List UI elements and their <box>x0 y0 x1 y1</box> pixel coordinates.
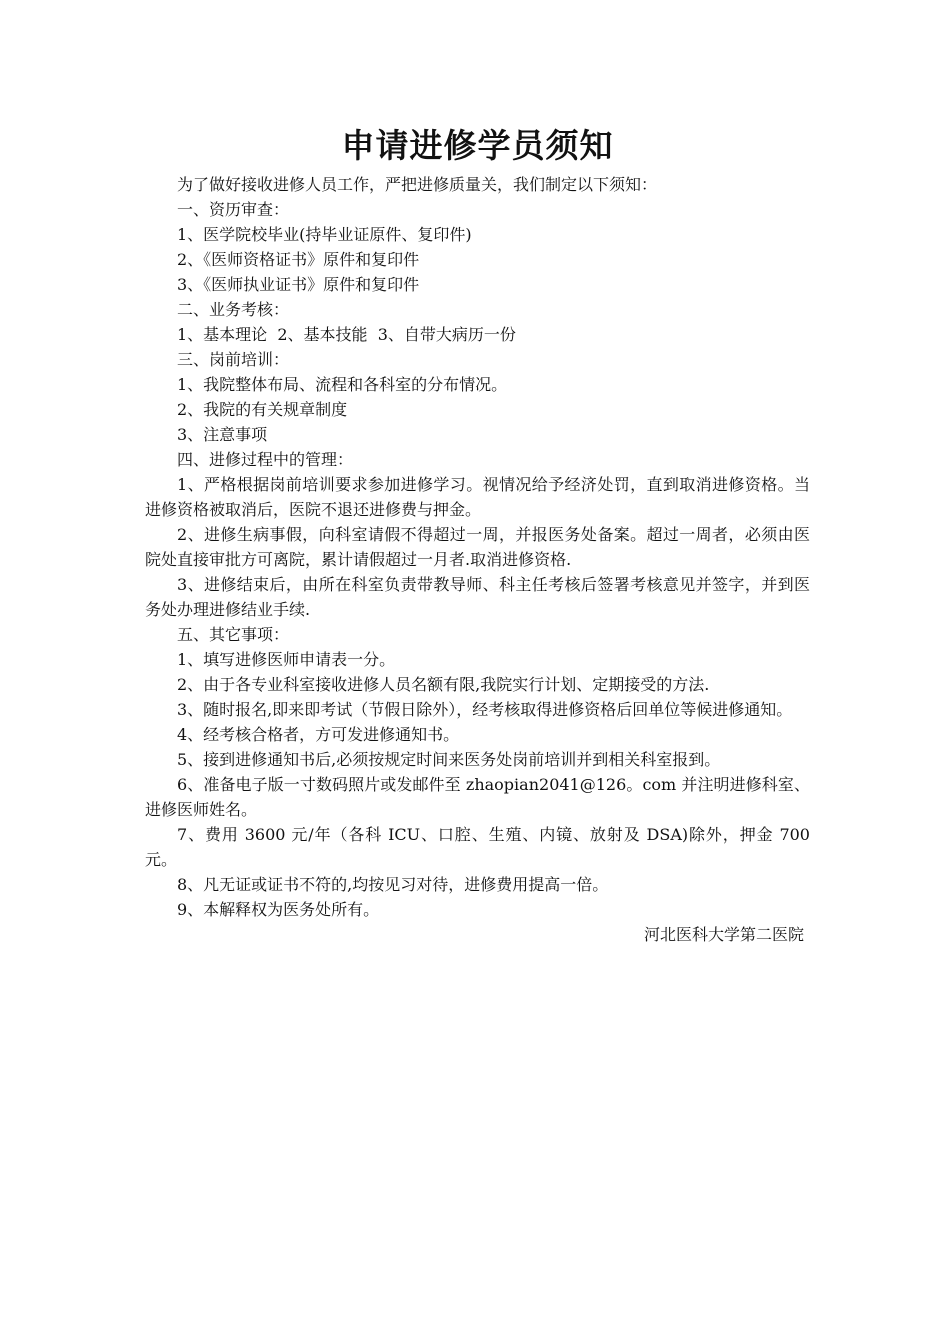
list-item: 6、准备电子版一寸数码照片或发邮件至 zhaopian2041@126。com 并注明进修科室、进修医师姓名。 <box>145 775 810 819</box>
list-item: 3、随时报名,即来即考试（节假日除外），经考核取得进修资格后回单位等候进修通知。 <box>177 700 793 719</box>
list-item: 2、《医师资格证书》原件和复印件 <box>177 250 420 269</box>
list-item: 3、注意事项 <box>177 425 268 444</box>
document-title: 申请进修学员须知 <box>341 126 614 165</box>
signature-organization: 河北医科大学第二医院 <box>643 925 804 944</box>
section-heading-assessment: 二、业务考核： <box>177 300 290 319</box>
list-item: 3、《医师执业证书》原件和复印件 <box>177 275 420 294</box>
list-item: 7、费用 3600 元/年（各科 ICU、口腔、生殖、内镜、放射及 DSA)除外，押金 700 元。 <box>145 825 810 869</box>
list-item: 3、进修结束后，由所在科室负责带教导师、科主任考核后签署考核意见并签字，并到医务处办理进修结业手续. <box>145 575 810 619</box>
list-item: 9、本解释权为医务处所有。 <box>177 900 380 919</box>
list-item: 1、我院整体布局、流程和各科室的分布情况。 <box>177 375 508 394</box>
list-item: 1、严格根据岗前培训要求参加进修学习。视情况给予经济处罚，直到取消进修资格。当进修资格被取消后，医院不退还进修费与押金。 <box>145 475 810 519</box>
section-heading-management: 四、进修过程中的管理： <box>177 450 354 469</box>
list-item: 4、经考核合格者，方可发进修通知书。 <box>177 725 460 744</box>
section-heading-other-matters: 五、其它事项： <box>177 625 290 644</box>
list-item: 5、接到进修通知书后,必须按规定时间来医务处岗前培训并到相关科室报到。 <box>177 750 721 769</box>
list-item: 8、凡无证或证书不符的,均按见习对待，进修费用提高一倍。 <box>177 875 609 894</box>
section-heading-qualification-review: 一、资历审查： <box>177 200 290 219</box>
paragraph-intro: 为了做好接收进修人员工作，严把进修质量关，我们制定以下须知： <box>177 175 658 194</box>
list-item: 2、我院的有关规章制度 <box>177 400 348 419</box>
document-body <box>145 172 810 922</box>
list-item: 1、医学院校毕业(持毕业证原件、复印件) <box>177 225 472 244</box>
list-item: 1、基本理论 2、基本技能 3、自带大病历一份 <box>177 325 516 344</box>
list-item: 2、进修生病事假，向科室请假不得超过一周，并报医务处备案。超过一周者，必须由医院处直接审批方可离院，累计请假超过一月者.取消进修资格. <box>145 525 810 569</box>
section-heading-training: 三、岗前培训： <box>177 350 290 369</box>
list-item: 2、由于各专业科室接收进修人员名额有限,我院实行计划、定期接受的方法. <box>177 675 710 694</box>
list-item: 1、填写进修医师申请表一分。 <box>177 650 396 669</box>
document-page <box>145 120 810 947</box>
